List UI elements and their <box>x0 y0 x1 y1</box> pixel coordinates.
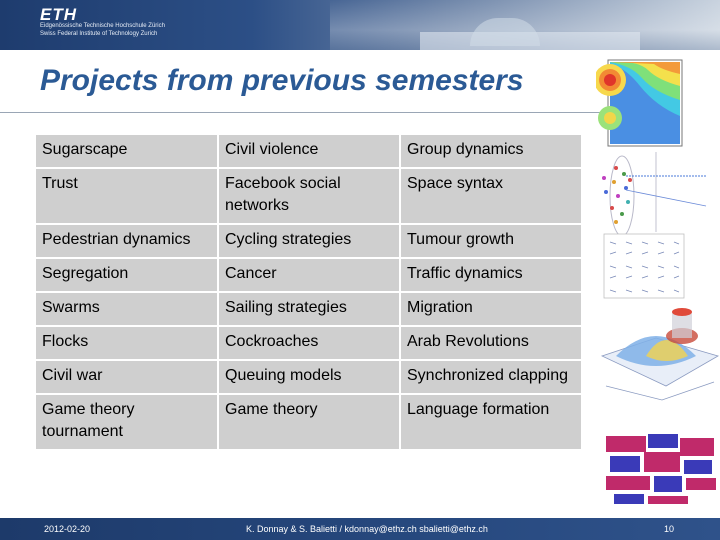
footer-date: 2012-02-20 <box>44 524 91 534</box>
project-cell: Sailing strategies <box>218 292 400 326</box>
project-cell: Flocks <box>35 326 218 360</box>
contour-plot-thumbnail <box>596 60 682 146</box>
eth-logo <box>40 6 165 38</box>
project-cell: Synchronized clapping <box>400 360 582 394</box>
table-row <box>35 224 582 258</box>
project-cell: Game theory <box>218 394 400 450</box>
project-cell: Arab Revolutions <box>400 326 582 360</box>
swarm-thumbnail <box>602 152 706 236</box>
project-cell: Segregation <box>35 258 218 292</box>
table-row <box>35 292 582 326</box>
project-cell: Language formation <box>400 394 582 450</box>
projects-table <box>34 133 583 451</box>
project-cell: Space syntax <box>400 168 582 224</box>
project-cell: Tumour growth <box>400 224 582 258</box>
table-row <box>35 394 582 450</box>
project-cell: Game theory tournament <box>35 394 218 450</box>
project-cell: Group dynamics <box>400 134 582 168</box>
eth-logo-line-de: Eidgenössische Technische Hochschule Zürich <box>40 23 165 29</box>
eth-logo-mark: ETH <box>40 5 77 24</box>
project-cell: Pedestrian dynamics <box>35 224 218 258</box>
surface-plot-thumbnail <box>602 308 718 400</box>
project-cell: Cancer <box>218 258 400 292</box>
page-number: 10 <box>664 524 675 534</box>
footer-authors: K. Donnay & S. Balietti / kdonnay@ethz.ch sbalietti@ethz.ch <box>246 524 488 534</box>
eth-logo-line-en: Swiss Federal Institute of Technology Zurich <box>40 30 158 37</box>
project-cell: Facebook social networks <box>218 168 400 224</box>
project-cell: Sugarscape <box>35 134 218 168</box>
footer-bar <box>0 518 720 540</box>
vector-field-thumbnail <box>604 234 684 298</box>
table-row <box>35 258 582 292</box>
project-cell: Cycling strategies <box>218 224 400 258</box>
slide-title: Projects from previous semesters <box>40 64 524 97</box>
project-cell: Civil violence <box>218 134 400 168</box>
project-cell: Civil war <box>35 360 218 394</box>
header-banner <box>0 0 720 50</box>
project-cell: Cockroaches <box>218 326 400 360</box>
project-cell: Swarms <box>35 292 218 326</box>
project-cell: Traffic dynamics <box>400 258 582 292</box>
table-row <box>35 360 582 394</box>
table-row <box>35 134 582 168</box>
table-row <box>35 168 582 224</box>
project-thumbnails <box>596 56 720 516</box>
title-divider <box>0 112 600 113</box>
project-cell: Trust <box>35 168 218 224</box>
project-cell: Queuing models <box>218 360 400 394</box>
segregation-thumbnail <box>602 432 718 506</box>
project-cell: Migration <box>400 292 582 326</box>
table-row <box>35 326 582 360</box>
